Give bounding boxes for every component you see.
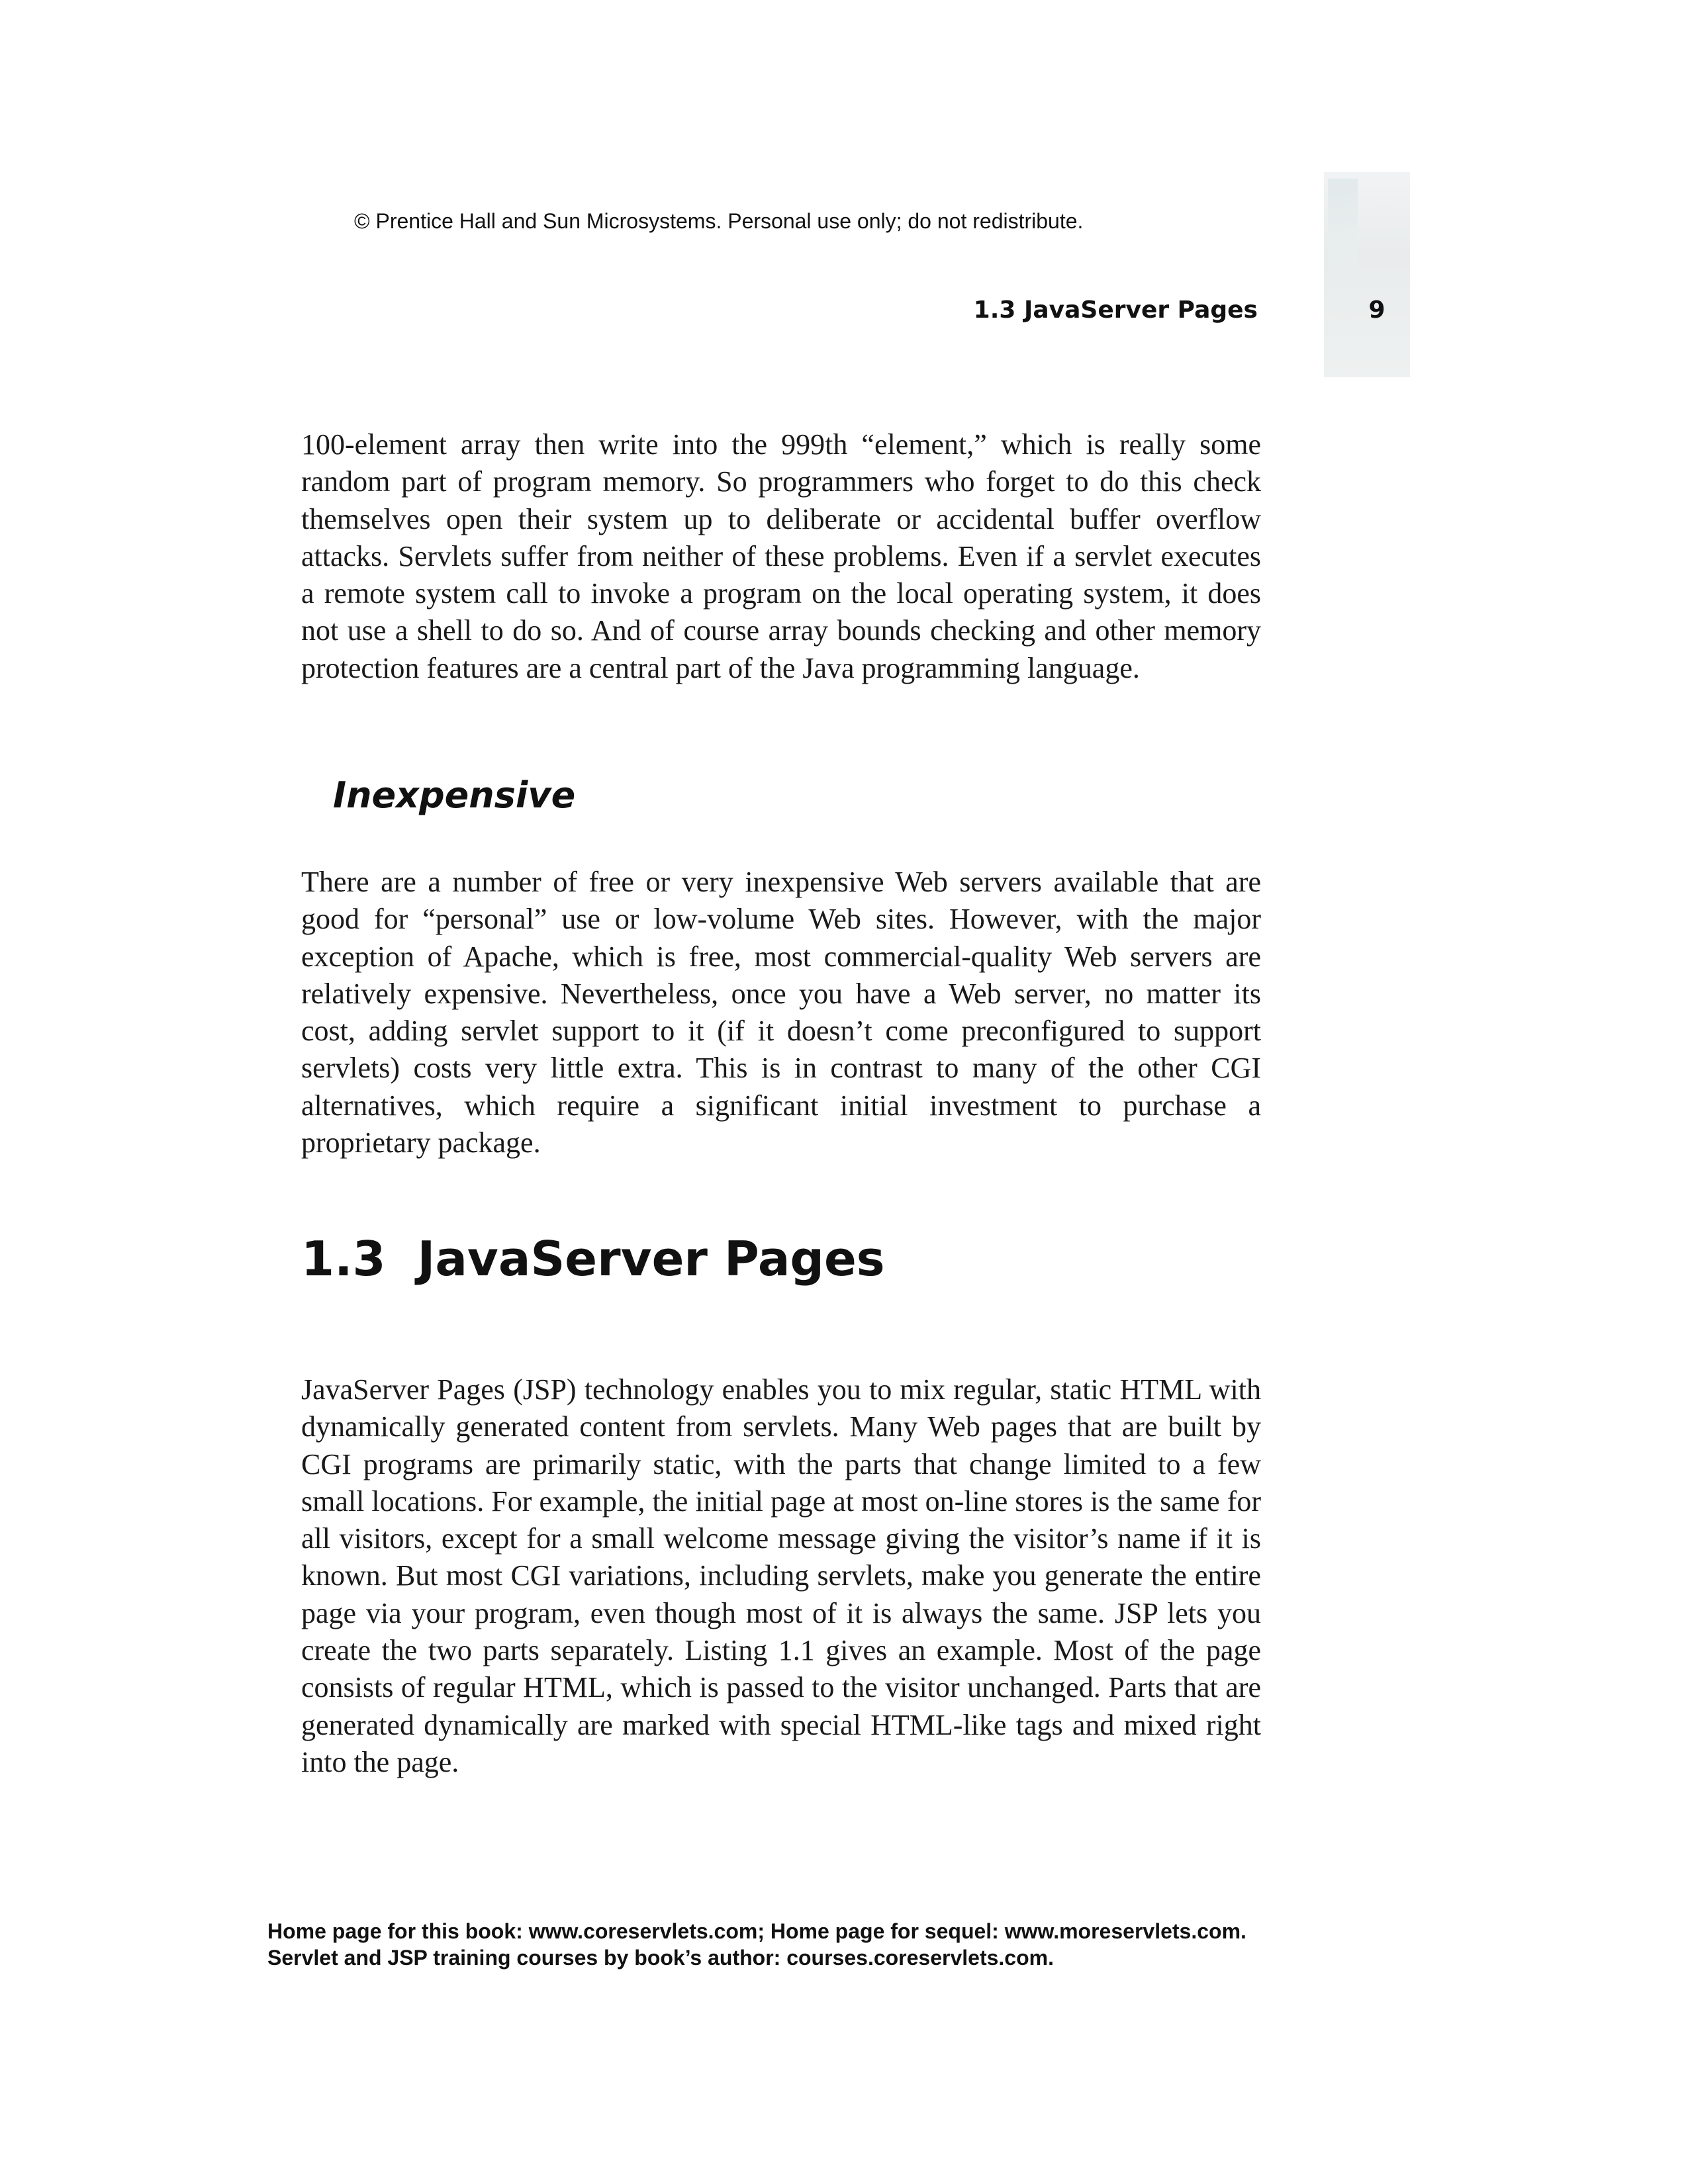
page-number: 9 [1368, 296, 1385, 324]
running-head: 1.3 JavaServer Pages [973, 296, 1258, 324]
body-paragraph-1: 100-element array then write into the 999th “element,” which is really some random part of program memory. So programmers who forget to do this check themselves open their system up to deliberate or accidental buffer overflow attacks. Servlets suffer from neither of these problems. Even if a servlet executes a remote system call to invoke a program on the local operating system, it does not use a shell to do so. And of course array bounds checking and other memory protection features are a central part of the Java programming language. [301, 428, 1261, 684]
body-paragraph-3: JavaServer Pages (JSP) technology enables you to mix regular, static HTML with dynamically generated content from servlets. Many Web pages that are built by CGI programs are primarily static, with the parts that change limited to a few small locations. For example, the initial page at most on-line stores is the same for all visitors, except for a small welcome message giving the visitor’s name if it is known. But most CGI variations, including servlets, make you generate the entire page via your program, even though most of it is always the same. JSP lets you create the two parts separately. Listing 1.1 gives an example. Most of the page consists of regular HTML, which is passed to the visitor unchanged. Parts that are generated dynamically are marked with special HTML-like tags and mixed right into the page. [301, 1373, 1261, 1778]
copyright-notice: © Prentice Hall and Sun Microsystems. Personal use only; do not redistribute. [354, 209, 1084, 233]
page-edge-tab-shading [1328, 179, 1358, 285]
subsection-heading: Inexpensive [333, 774, 576, 816]
section-heading [301, 1231, 885, 1287]
body-paragraph-2: There are a number of free or very inexpensive Web servers available that are good for “personal” use or low-volume Web sites. However, with the major exception of Apache, which is free, most commercial-quality Web servers are relatively expensive. Nevertheless, once you have a Web server, no matter its cost, adding servlet support to it (if it doesn’t come preconfigured to support servlets) costs very little extra. This is in contrast to many of the other CGI alternatives, which require a significant initial investment to purchase a proprietary package. [301, 866, 1261, 1160]
footer-line-1: Home page for this book: www.coreservlets.com; Home page for sequel: www.moreservlets.com. [267, 1919, 1246, 1943]
page-footer [267, 1918, 1246, 1971]
footer-line-2: Servlet and JSP training courses by book’s author: courses.coreservlets.com. [267, 1946, 1054, 1970]
section-title-text: JavaServer Pages [417, 1231, 885, 1287]
page-edge-tab [1324, 172, 1410, 377]
section-number: 1.3 [301, 1231, 386, 1287]
